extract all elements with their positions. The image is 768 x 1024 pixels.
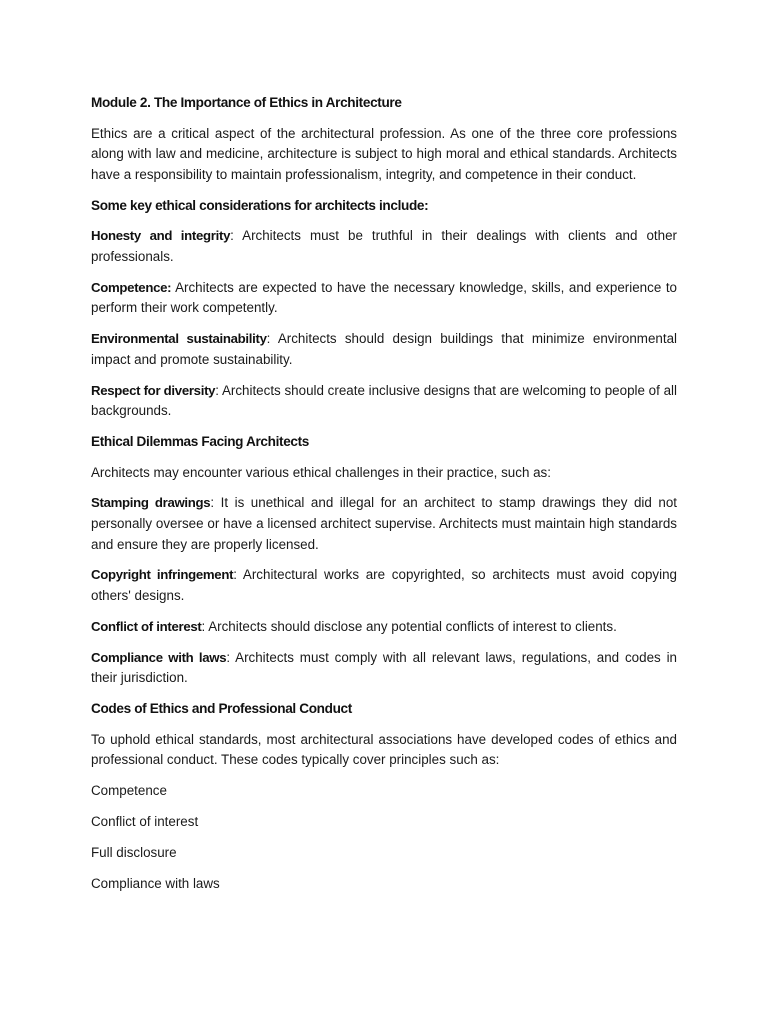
dilemma-stamping xyxy=(91,493,677,555)
consideration-diversity xyxy=(91,381,677,422)
consideration-text: : Architects must be truthful in their dealings with clients and other professionals. xyxy=(91,228,677,264)
consideration-competence xyxy=(91,278,677,319)
consideration-term: Competence: xyxy=(91,279,172,295)
principle-item: Full disclosure xyxy=(91,845,177,861)
document-page xyxy=(91,93,677,905)
codes-intro: To uphold ethical standards, most architectural associations have developed codes of ethics and professional conduct. These codes typically cover principles such as: xyxy=(91,731,677,768)
consideration-text: : Architects should design buildings that minimize environmental impact and promote sustainability. xyxy=(91,331,677,367)
codes-heading: Codes of Ethics and Professional Conduct xyxy=(91,701,352,717)
dilemma-term: Compliance with laws xyxy=(91,649,227,665)
module-title: Module 2. The Importance of Ethics in Architecture xyxy=(91,95,402,110)
dilemmas-heading: Ethical Dilemmas Facing Architects xyxy=(91,434,310,450)
dilemma-text: : Architectural works are copyrighted, so architects must avoid copying others' designs. xyxy=(91,567,677,604)
dilemma-copyright xyxy=(91,565,677,606)
consideration-text: : Architects should create inclusive designs that are welcoming to people of all backgrounds. xyxy=(91,382,677,419)
consideration-term: Environmental sustainability xyxy=(91,331,267,347)
dilemma-compliance xyxy=(91,648,677,689)
dilemma-conflict xyxy=(91,617,677,638)
dilemma-text: : Architects should disclose any potential conflicts of interest to clients. xyxy=(201,618,617,634)
dilemma-term: Conflict of interest xyxy=(91,618,202,634)
dilemma-term: Stamping drawings xyxy=(91,495,211,511)
dilemma-text: : Architects must comply with all relevant laws, regulations, and codes in their jurisdiction. xyxy=(91,649,677,686)
consideration-text: Architects are expected to have the necessary knowledge, skills, and experience to perform their work competently. xyxy=(91,279,677,316)
principle-item: Competence xyxy=(91,783,167,799)
considerations-heading: Some key ethical considerations for architects include: xyxy=(91,197,429,213)
consideration-term: Honesty and integrity xyxy=(91,228,231,244)
consideration-sustainability xyxy=(91,329,677,370)
dilemma-term: Copyright infringement xyxy=(91,567,234,583)
principle-item: Compliance with laws xyxy=(91,876,220,891)
consideration-honesty xyxy=(91,226,677,267)
principle-item: Conflict of interest xyxy=(91,814,199,830)
intro-paragraph: Ethics are a critical aspect of the architectural profession. As one of the three core professions along with law and medicine, architecture is subject to high moral and ethical standards. Architects have a responsibility to maintain professionalism, integrity, and competence in their conduct. xyxy=(91,125,677,182)
dilemmas-intro: Architects may encounter various ethical challenges in their practice, such as: xyxy=(91,464,551,480)
dilemma-text: : It is unethical and illegal for an architect to stamp drawings they did not personally oversee or have a licensed architect supervise. Architects must maintain high standards and ensure they are properly licensed. xyxy=(91,495,678,552)
consideration-term: Respect for diversity xyxy=(91,382,216,398)
